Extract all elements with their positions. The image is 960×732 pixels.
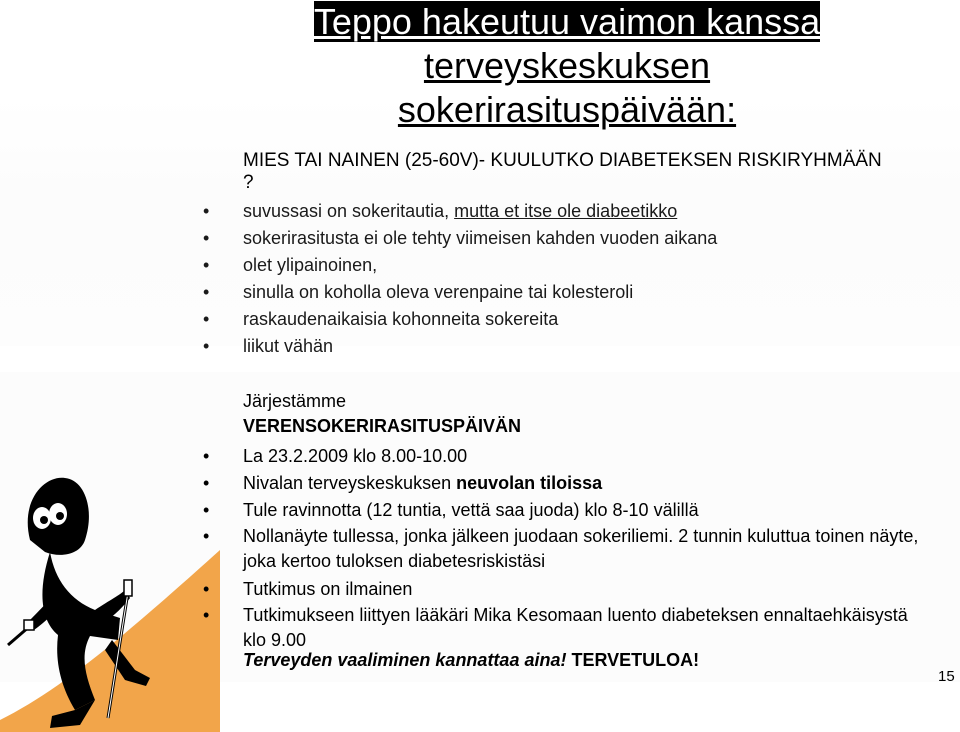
list-item: • Nollanäyte tullessa, jonka jälkeen juodaan sokeriliemi. 2 tunnin kuluttua toinen näyte, joka kertoo tuloksen diabetesriskistäsi: [0, 524, 960, 574]
list-item: • liikut vähän: [0, 333, 900, 360]
list-item: • Tule ravinnotta (12 tuntia, vettä saa juoda) klo 8-10 välillä: [0, 497, 960, 524]
title-line-1: Teppo hakeutuu vaimon kanssa: [313, 1, 821, 42]
list-item: • olet ylipainoinen,: [0, 252, 900, 279]
list-item: • Tutkimukseen liittyen lääkäri Mika Kesomaan luento diabeteksen ennaltaehkäisystä klo 9.00: [0, 603, 960, 653]
underlined-phrase: mutta et itse ole diabeetikko: [454, 201, 678, 221]
place-emphasis: neuvolan tiloissa: [456, 473, 603, 493]
event-name: VERENSOKERIRASITUSPÄIVÄN: [243, 416, 522, 436]
event-announcement: [243, 389, 521, 439]
list-item: • raskaudenaikaisia kohonneita sokereita: [0, 306, 900, 333]
list-item: • suvussasi on sokeritautia, mutta et itse ole diabeetikko: [0, 198, 900, 225]
list-item: • Tutkimus on ilmainen: [0, 576, 960, 603]
page-title: [262, 0, 872, 132]
event-details-list: [0, 443, 960, 655]
closing-bold: TERVETULOA!: [566, 650, 700, 670]
closing-line: [243, 647, 699, 673]
page-number: 15: [938, 668, 955, 685]
intro-question: MIES TAI NAINEN (25-60V)- KUULUTKO DIABETEKSEN RISKIRYHMÄÄN ?: [243, 150, 882, 193]
title-line-3: sokerirasituspäivään:: [397, 89, 737, 130]
title-line-2: terveyskeskuksen: [423, 45, 711, 86]
list-item: • Nivalan terveyskeskuksen neuvolan tiloissa: [0, 470, 960, 497]
closing-italic: Terveyden vaaliminen kannattaa aina!: [243, 650, 567, 670]
list-item: • La 23.2.2009 klo 8.00-10.00: [0, 443, 960, 470]
risk-factor-list: [0, 198, 900, 360]
list-item: • sokerirasitusta ei ole tehty viimeisen kahden vuoden aikana: [0, 225, 900, 252]
list-item: • sinulla on koholla oleva verenpaine tai kolesteroli: [0, 279, 900, 306]
event-lead: Järjestämme: [243, 391, 347, 411]
